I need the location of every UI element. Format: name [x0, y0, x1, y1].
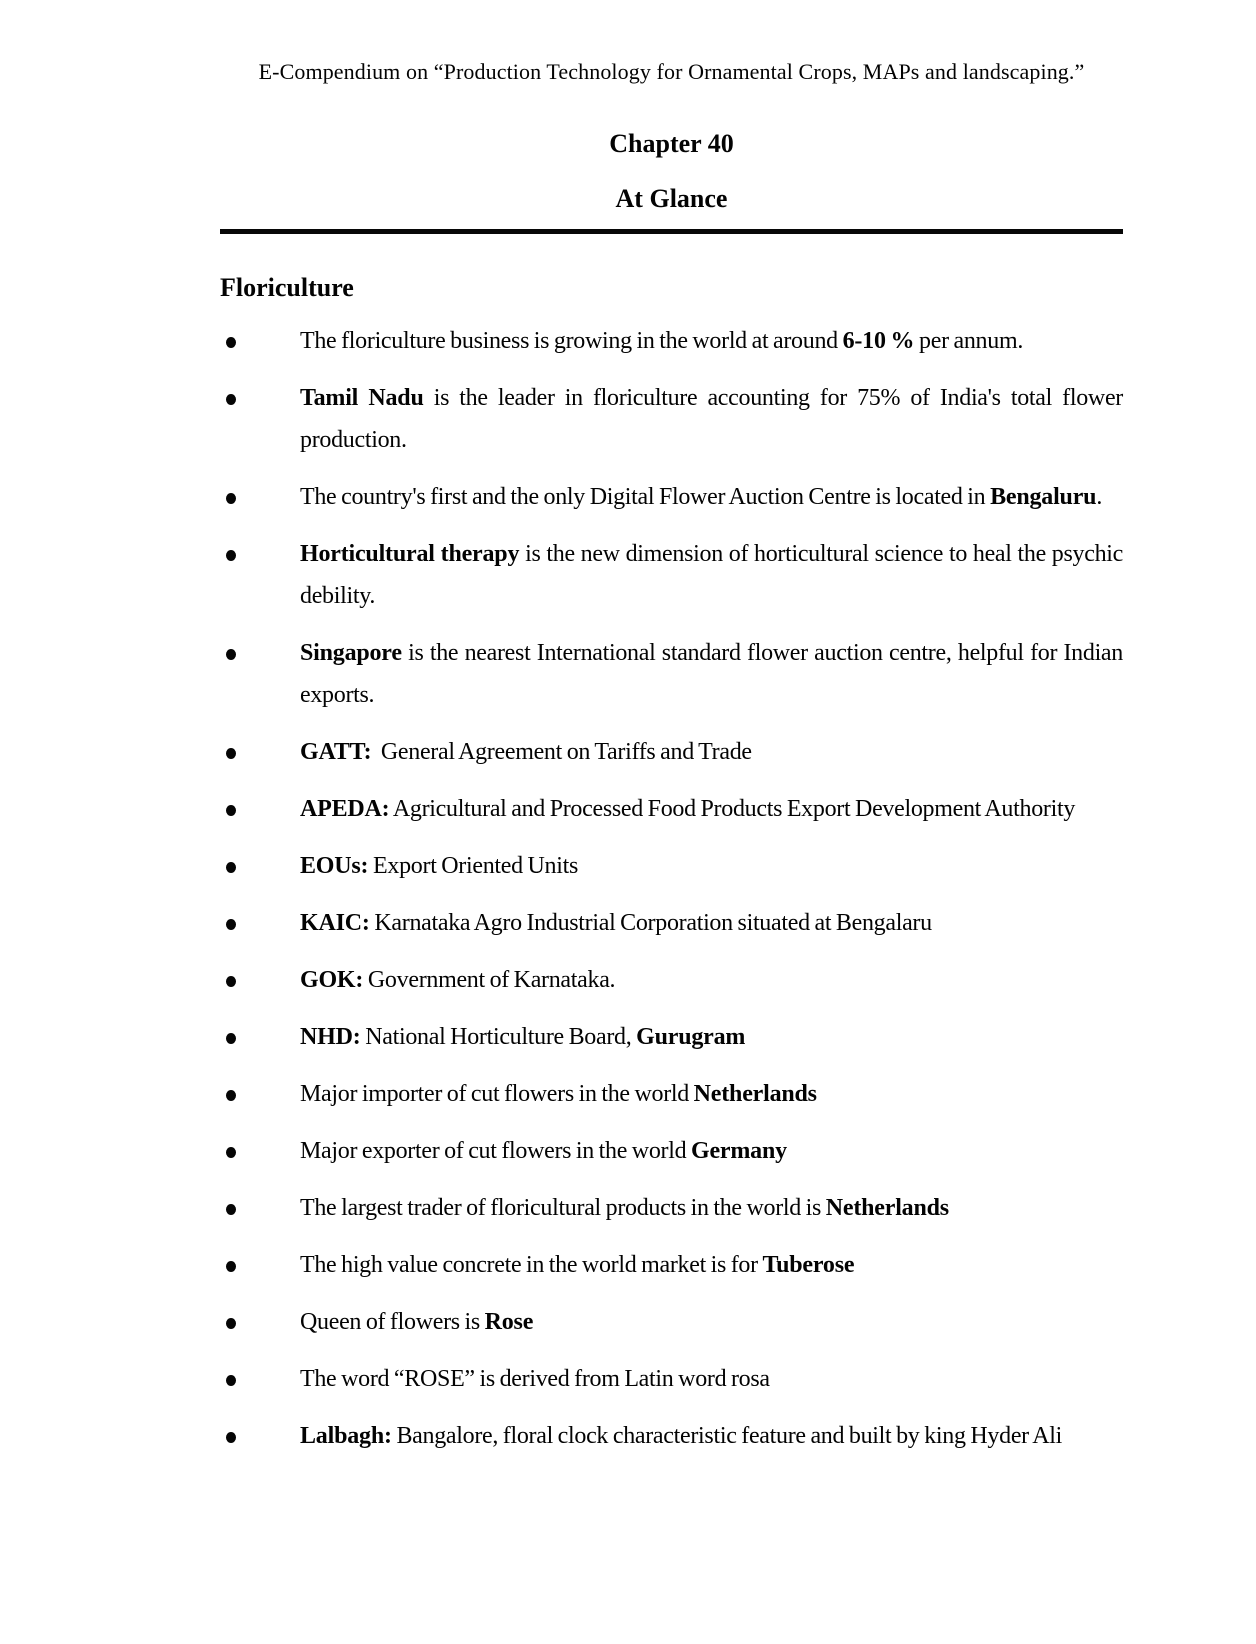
list-item: [220, 1415, 1123, 1457]
list-item: [220, 1358, 1123, 1400]
list-item: [220, 533, 1123, 617]
bullet-icon: [226, 1204, 236, 1215]
bullet-icon: [226, 862, 236, 873]
bullet-icon: [226, 1090, 236, 1101]
bullet-icon: [226, 1318, 236, 1329]
bullet-icon: [226, 1375, 236, 1386]
bullet-list: [220, 320, 1123, 1457]
list-item-text: EOUs: Export Oriented Units: [300, 853, 579, 879]
list-item-text: NHD: National Horticulture Board, Gurugram: [300, 1024, 746, 1050]
list-item: [220, 1244, 1123, 1286]
list-item-text: Major importer of cut flowers in the world Netherlands: [300, 1081, 817, 1107]
list-item: [220, 632, 1123, 716]
list-item-text: The word “ROSE” is derived from Latin word rosa: [300, 1366, 770, 1392]
bullet-icon: [226, 1147, 236, 1158]
bullet-icon: [226, 976, 236, 987]
list-item-text: APEDA: Agricultural and Processed Food Products Export Development Authority: [300, 796, 1076, 822]
bullet-icon: [226, 394, 236, 405]
chapter-title: Chapter 40: [609, 129, 734, 158]
list-item: [220, 1187, 1123, 1229]
list-item-text: Horticultural therapy is the new dimension of horticultural science to heal the psychic debility.: [300, 541, 1123, 609]
list-item-text: The floriculture business is growing in the world at around 6-10 % per annum.: [300, 328, 1024, 354]
list-item-text: Lalbagh: Bangalore, floral clock characteristic feature and built by king Hyder Ali: [300, 1423, 1063, 1449]
list-item: [220, 902, 1123, 944]
document-content: [220, 0, 1123, 1472]
list-item: [220, 1016, 1123, 1058]
list-item-text: GATT: General Agreement on Tariffs and Trade: [300, 739, 752, 765]
list-item-text: KAIC: Karnataka Agro Industrial Corporation situated at Bengalaru: [300, 910, 932, 936]
list-item: [220, 320, 1123, 362]
bullet-icon: [226, 1432, 236, 1443]
section-title: At Glance: [615, 184, 728, 213]
bullet-icon: [226, 805, 236, 816]
bullet-icon: [226, 919, 236, 930]
list-item: [220, 476, 1123, 518]
list-item-text: Singapore is the nearest International standard flower auction centre, helpful for Indian exports.: [300, 640, 1123, 708]
list-item: [220, 788, 1123, 830]
list-item: [220, 959, 1123, 1001]
list-item: [220, 845, 1123, 887]
list-item: [220, 1301, 1123, 1343]
list-item: [220, 1073, 1123, 1115]
list-item: [220, 731, 1123, 773]
list-item-text: The high value concrete in the world market is for Tuberose: [300, 1252, 855, 1278]
horizontal-rule: [220, 229, 1123, 234]
list-item-text: The country's first and the only Digital Flower Auction Centre is located in Bengaluru.: [300, 484, 1103, 510]
bullet-icon: [226, 493, 236, 504]
bullet-icon: [226, 1261, 236, 1272]
list-item-text: Queen of flowers is Rose: [300, 1309, 534, 1335]
bullet-icon: [226, 1033, 236, 1044]
bullet-icon: [226, 337, 236, 348]
running-header: E-Compendium on “Production Technology for Ornamental Crops, MAPs and landscaping.”: [258, 59, 1085, 84]
list-item-text: GOK: Government of Karnataka.: [300, 967, 616, 993]
list-item: [220, 1130, 1123, 1172]
list-item-text: Major exporter of cut flowers in the world Germany: [300, 1138, 787, 1164]
list-item-text: The largest trader of floricultural products in the world is Netherlands: [300, 1195, 949, 1221]
bullet-icon: [226, 550, 236, 561]
section-heading: Floriculture: [220, 273, 354, 302]
bullet-icon: [226, 748, 236, 759]
list-item-text: Tamil Nadu is the leader in floriculture accounting for 75% of India's total flower production.: [300, 385, 1123, 453]
bullet-icon: [226, 649, 236, 660]
list-item: [220, 377, 1123, 461]
